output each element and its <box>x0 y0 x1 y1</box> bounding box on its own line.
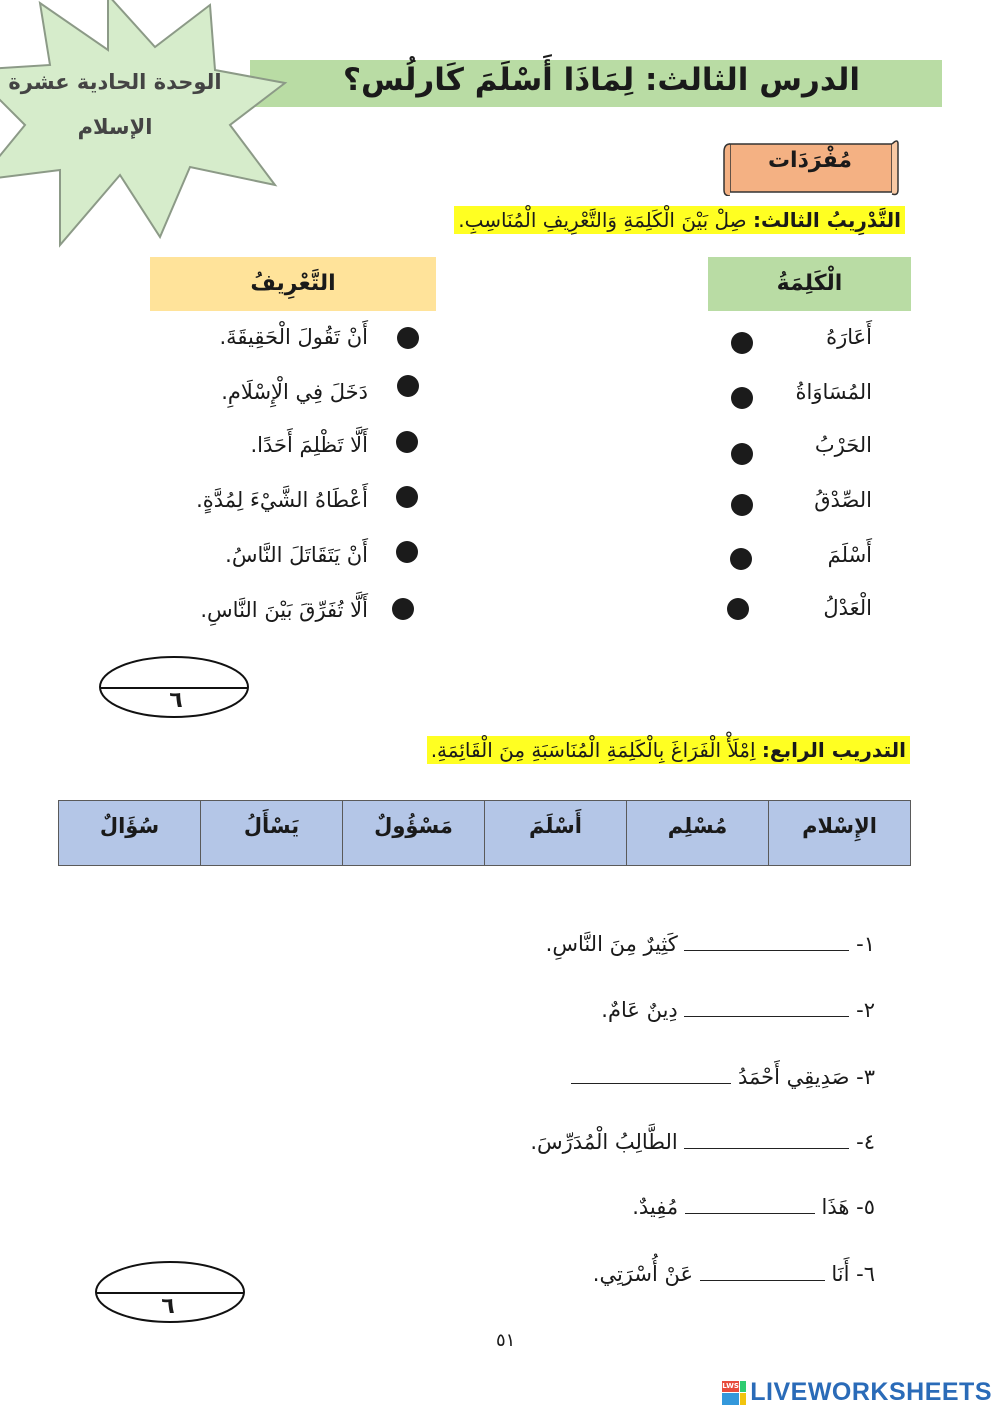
word-item: الْعَدْلُ <box>823 596 872 620</box>
sentence-number: ٣- <box>856 1065 875 1089</box>
definition-item: أَلَّا تُفَرِّقَ بَيْنَ النَّاسِ. <box>200 598 368 622</box>
word-bank-item[interactable]: أَسْلَمَ <box>484 801 626 865</box>
sentence-1 <box>546 932 875 956</box>
exercise3-label: التَّدْرِيبُ الثالث: <box>753 208 901 232</box>
definition-header <box>150 257 436 311</box>
word-bank-item[interactable]: مَسْؤُولٌ <box>342 801 484 865</box>
score-total-exercise4: ٦ <box>161 1294 175 1319</box>
answer-blank[interactable] <box>684 998 849 1017</box>
answer-blank[interactable] <box>684 932 849 951</box>
sentence-text: أَنَا <box>831 1262 850 1286</box>
word-bank-item[interactable]: مُسْلِم <box>626 801 768 865</box>
word-item: الصِّدْقُ <box>814 488 872 512</box>
word-header-label: الْكَلِمَةُ <box>776 271 843 296</box>
page-number: ٥١ <box>496 1330 516 1351</box>
sentence-number: ٦- <box>856 1262 875 1286</box>
sentence-number: ٤- <box>856 1130 875 1154</box>
score-total-exercise3: ٦ <box>169 688 183 713</box>
word-match-dot[interactable] <box>727 598 749 620</box>
word-match-dot[interactable] <box>731 387 753 409</box>
definition-item: أَنْ يَتَقَاتَلَ النَّاسُ. <box>225 543 368 567</box>
word-bank <box>58 800 911 866</box>
sentence-number: ٥- <box>856 1195 875 1219</box>
liveworksheets-wordmark: LIVEWORKSHEETS <box>750 1378 992 1406</box>
sentence-text: مُفِيدٌ. <box>632 1195 679 1219</box>
sentence-6 <box>593 1262 875 1286</box>
word-header <box>708 257 911 311</box>
liveworksheets-logo-icon <box>722 1381 746 1405</box>
lesson-title: الدرس الثالث: لِمَاذَا أَسْلَمَ كَارلُس؟ <box>342 62 860 98</box>
unit-subtitle: الإسلام <box>77 115 153 139</box>
sentence-2 <box>601 998 875 1022</box>
exercise3-text: صِلْ بَيْنَ الْكَلِمَةِ وَالتَّعْرِيفِ الْمُنَاسِبِ. <box>458 208 747 232</box>
sentence-number: ١- <box>856 932 875 956</box>
sentence-3 <box>571 1065 875 1089</box>
answer-blank[interactable] <box>700 1262 825 1281</box>
word-match-dot[interactable] <box>731 443 753 465</box>
word-match-dot[interactable] <box>730 548 752 570</box>
word-match-dot[interactable] <box>731 332 753 354</box>
exercise4-text: اِمْلَأْ الْفَرَاغَ بِالْكَلِمَةِ الْمُنَاسَبَةِ مِنَ الْقَائِمَةِ. <box>430 738 756 762</box>
exercise4-instruction <box>427 738 910 762</box>
sentence-text: صَدِيقِي أَحْمَدُ <box>737 1065 850 1089</box>
sentence-text: عَنْ أُسْرَتِي. <box>592 1262 693 1286</box>
liveworksheets-brand <box>722 1378 992 1407</box>
word-bank-item[interactable]: يَسْأَلُ <box>200 801 342 865</box>
sentence-text: دِينٌ عَامٌ. <box>601 998 678 1022</box>
sentence-text: كَثِيرٌ مِنَ النَّاسِ. <box>545 932 678 956</box>
definition-item: أَلَّا تَظْلِمَ أَحَدًا. <box>250 433 368 457</box>
word-match-dot[interactable] <box>731 494 753 516</box>
answer-blank[interactable] <box>685 1195 815 1214</box>
definition-match-dot[interactable] <box>397 327 419 349</box>
definition-match-dot[interactable] <box>397 375 419 397</box>
definition-match-dot[interactable] <box>396 541 418 563</box>
logo-letter: LWS <box>722 1381 739 1393</box>
definition-header-label: التَّعْرِيفُ <box>250 271 336 296</box>
definition-match-dot[interactable] <box>396 431 418 453</box>
word-item: الحَرْبُ <box>814 433 872 457</box>
definition-item: دَخَلَ فِي الْإِسْلَامِ. <box>221 380 368 404</box>
answer-blank[interactable] <box>571 1065 731 1084</box>
word-item: أَسْلَمَ <box>827 543 872 567</box>
definition-item: أَنْ تَقُولَ الْحَقِيقَةَ. <box>219 325 368 349</box>
sentence-text: هَذَا <box>821 1195 850 1219</box>
answer-blank[interactable] <box>684 1130 849 1149</box>
exercise3-instruction <box>454 208 905 232</box>
word-item: المُسَاوَاةُ <box>795 380 872 404</box>
vocab-label: مُفْرَدَات <box>767 148 853 173</box>
sentence-number: ٢- <box>856 998 875 1022</box>
word-bank-item[interactable]: سُؤَالٌ <box>99 814 160 838</box>
definition-match-dot[interactable] <box>396 486 418 508</box>
sentence-4 <box>530 1130 875 1154</box>
exercise4-label: التدريب الرابع: <box>761 738 906 762</box>
sentence-text: الطَّالِبُ الْمُدَرِّسَ. <box>530 1130 678 1154</box>
definition-item: أَعْطَاهُ الشَّيْءَ لِمُدَّةٍ. <box>196 488 368 512</box>
sentence-5 <box>632 1195 875 1219</box>
definition-match-dot[interactable] <box>392 598 414 620</box>
word-item: أَعَارَهُ <box>826 325 872 349</box>
unit-title: الوحدة الحادية عشرة <box>8 70 222 94</box>
word-bank-item[interactable]: الإِسْلام <box>768 801 910 865</box>
